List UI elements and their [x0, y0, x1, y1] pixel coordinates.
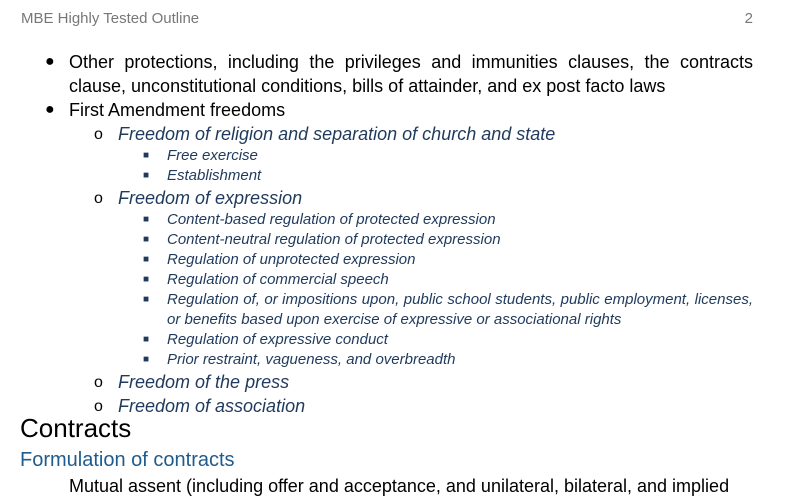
square-bullet-icon: ■	[143, 294, 150, 305]
heading-contracts: Contracts	[20, 413, 132, 443]
square-bullet-icon: ■	[143, 214, 150, 225]
square-bullet-icon: ■	[143, 274, 150, 285]
bullet-item	[0, 98, 794, 122]
bullet-item	[0, 50, 794, 98]
square-bullet-icon: ■	[143, 234, 150, 245]
square-bullet-icon: ■	[143, 354, 150, 365]
square-bullet-icon: ■	[143, 150, 150, 161]
sub-item-text: Establishment	[167, 167, 262, 184]
circle-bullet-icon: o	[94, 398, 103, 415]
sub-item	[0, 210, 794, 230]
subsection-title: Freedom of association	[118, 396, 306, 416]
bullet-text: Other protections, including the privileges and immunities clauses, the contracts clause, unconstitutional conditions, bills of attainder, and ex post facto laws	[69, 52, 753, 96]
subsection-title: Freedom of religion and separation of church and state	[118, 124, 556, 144]
sub-item-text: Content-neutral regulation of protected expression	[167, 231, 501, 248]
sub-item	[0, 330, 794, 350]
square-bullet-icon: ■	[143, 334, 150, 345]
sub-item	[0, 270, 794, 290]
bullet-text: First Amendment freedoms	[69, 100, 286, 120]
page-header	[21, 10, 753, 27]
outline-body	[0, 50, 794, 418]
sub-item	[0, 166, 794, 186]
sub-item-text: Regulation of unprotected expression	[167, 251, 416, 268]
cutoff-line: Mutual assent (including offer and acceptance, and unilateral, bilateral, and implied	[69, 476, 730, 496]
circle-bullet-icon: o	[94, 126, 103, 143]
heading-formulation: Formulation of contracts	[20, 449, 235, 471]
square-bullet-icon: ■	[143, 254, 150, 265]
subsection-item	[0, 122, 794, 146]
bullet-icon: ●	[45, 53, 55, 70]
bullet-icon: ●	[45, 101, 55, 118]
subsection-title: Freedom of expression	[118, 188, 303, 208]
circle-bullet-icon: o	[94, 190, 103, 207]
page-number: 2	[744, 10, 753, 27]
sub-item	[0, 230, 794, 250]
sub-item	[0, 290, 794, 330]
sub-item-text: Regulation of, or impositions upon, public school students, public employment, licenses, or benefits based upon exercise of expressive or associational rights	[167, 291, 753, 328]
subsection-item	[0, 370, 794, 394]
sub-item-text: Free exercise	[167, 147, 258, 164]
sub-item	[0, 250, 794, 270]
sub-item-text: Prior restraint, vagueness, and overbreadth	[167, 351, 456, 368]
sub-item-text: Content-based regulation of protected expression	[167, 211, 496, 228]
subsection-item	[0, 186, 794, 210]
sub-item	[0, 146, 794, 166]
sub-item-text: Regulation of commercial speech	[167, 271, 389, 288]
document-title: MBE Highly Tested Outline	[21, 10, 200, 27]
sub-item	[0, 350, 794, 370]
square-bullet-icon: ■	[143, 170, 150, 181]
subsection-title: Freedom of the press	[118, 372, 290, 392]
sub-item-text: Regulation of expressive conduct	[167, 331, 388, 348]
circle-bullet-icon: o	[94, 374, 103, 391]
